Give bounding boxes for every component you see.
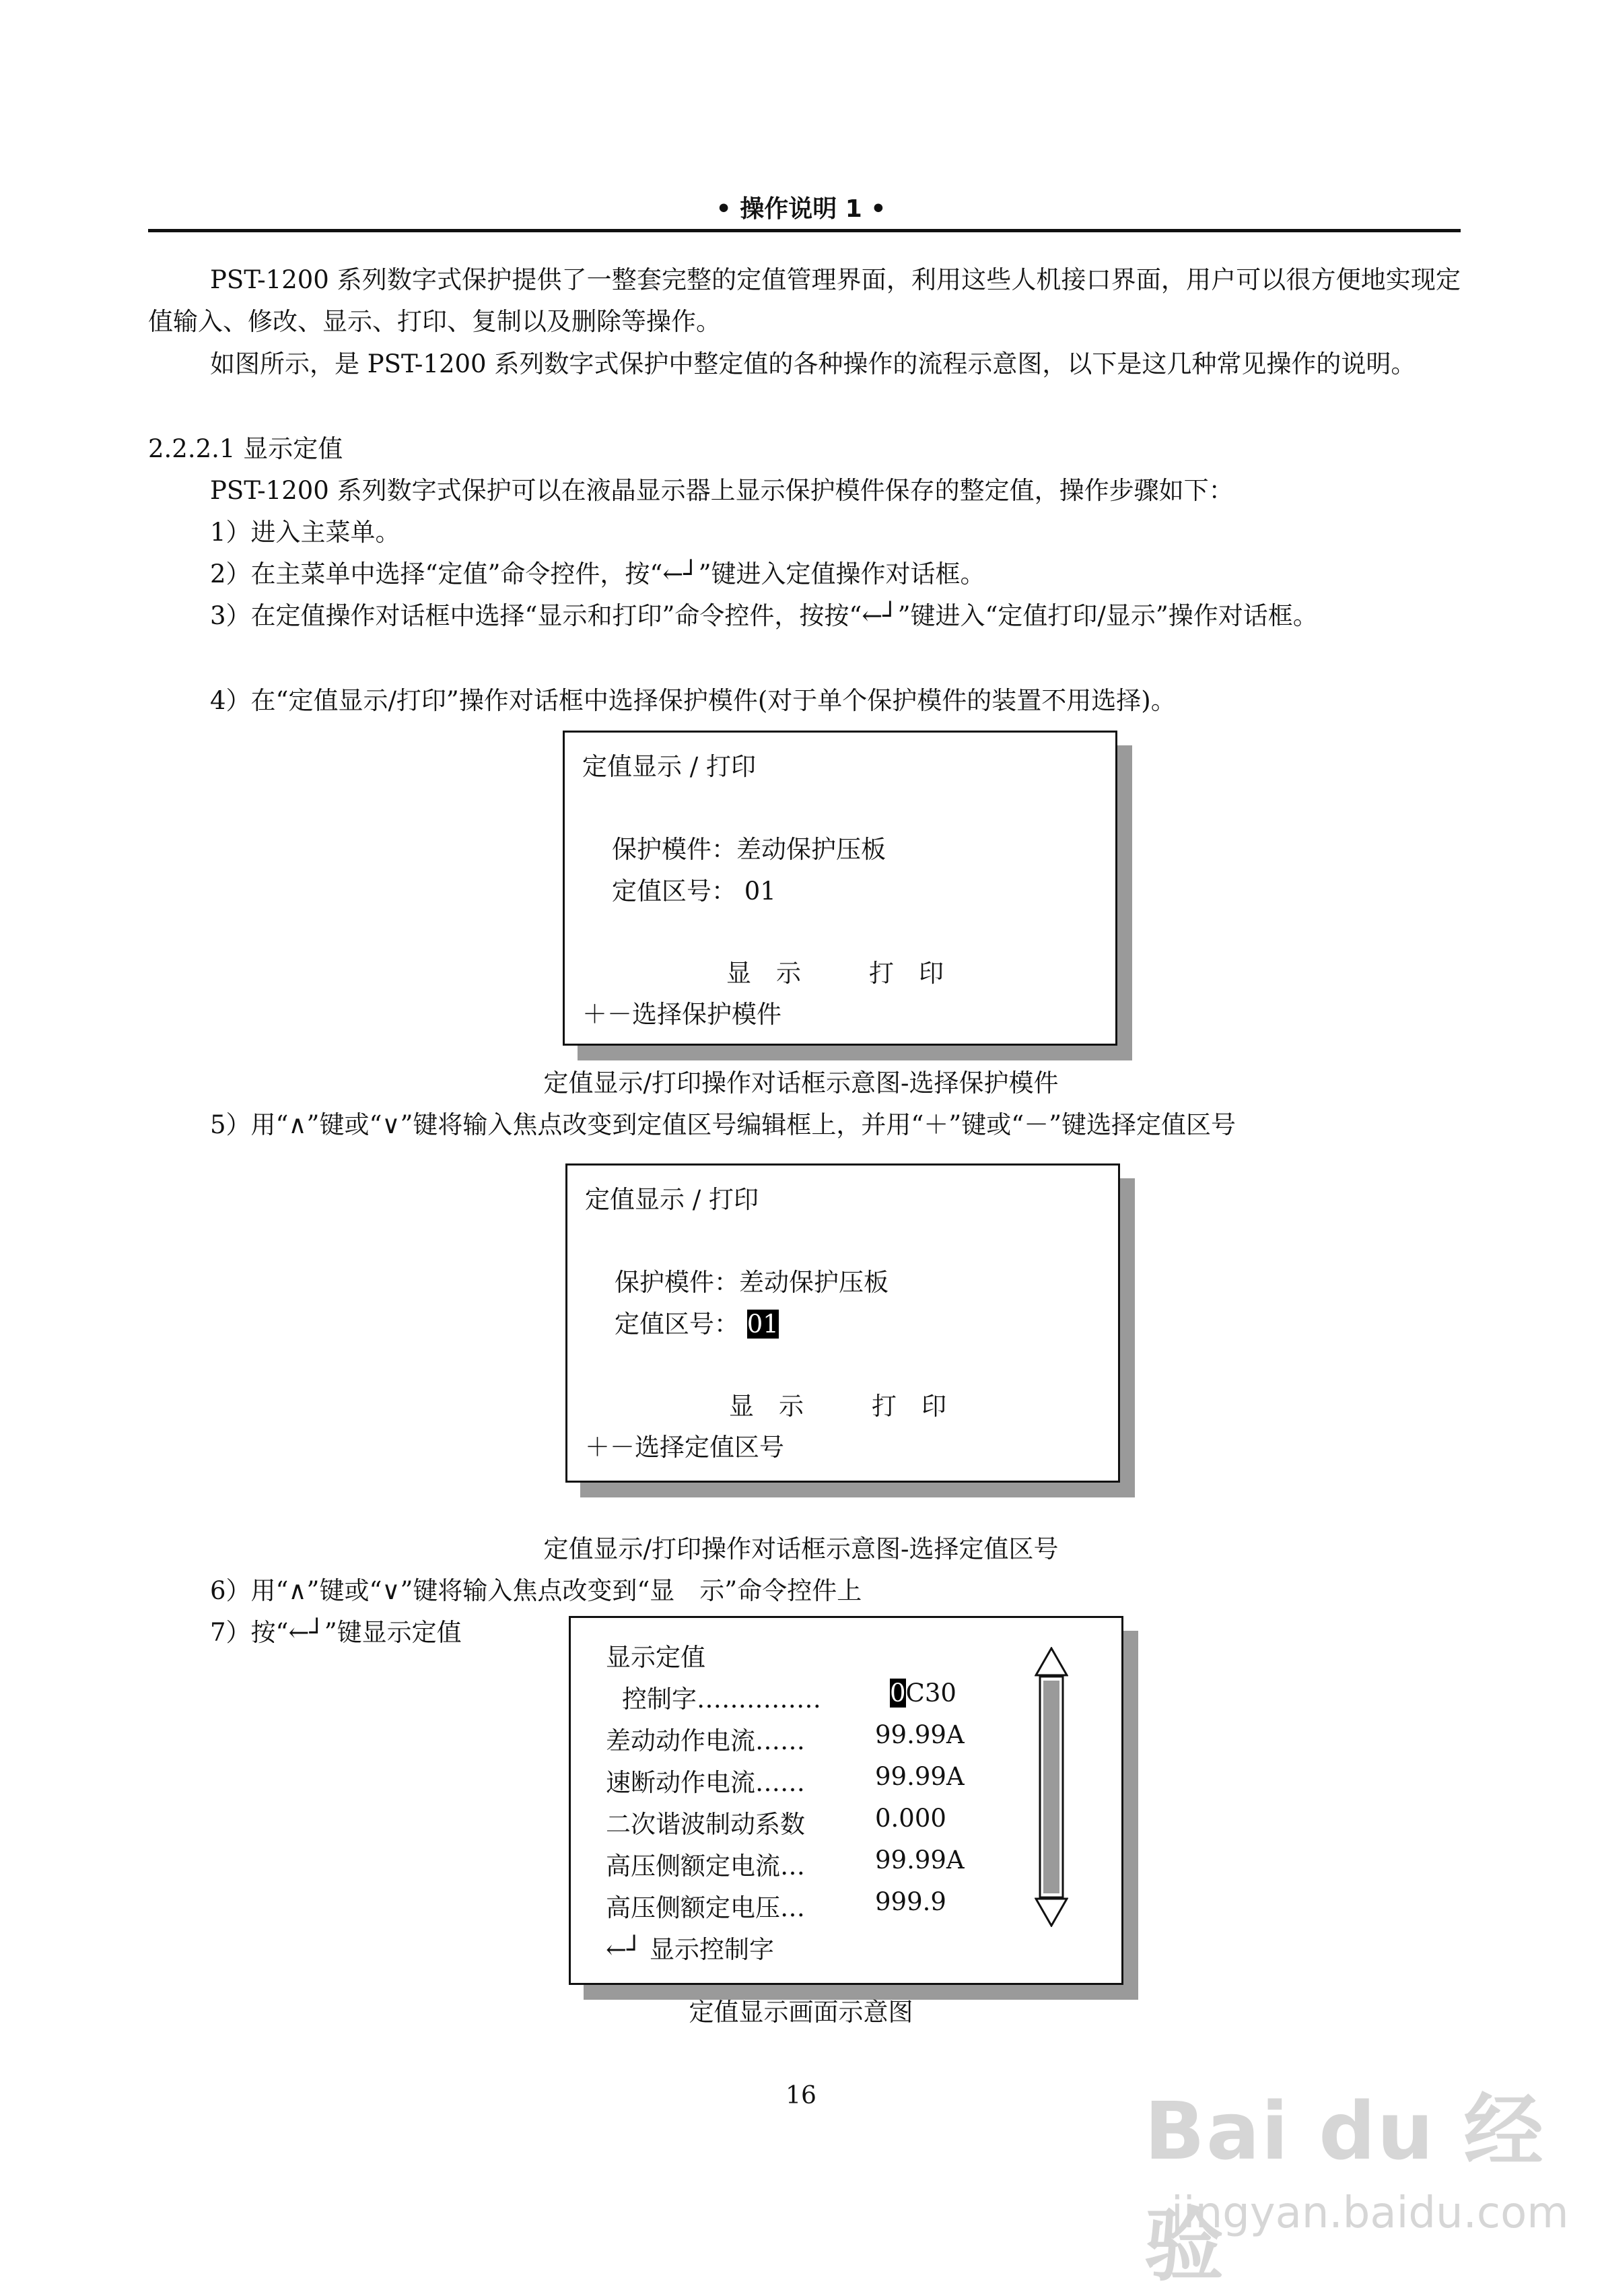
cursor-char: 0 — [890, 1679, 906, 1708]
setting-label: 高压侧额定电流… — [606, 1852, 805, 1881]
setting-value: 99.99A — [875, 1720, 965, 1749]
zone-label: 定值区号： — [615, 1310, 739, 1339]
zone-label: 定值区号： — [612, 877, 736, 906]
step-3: 3）在定值操作对话框中选择“显示和打印”命令控件，按按“←┘”键进入“定值打印/显示”操作对话框。 — [210, 601, 1318, 630]
dialog-select-module — [563, 731, 1117, 1046]
watermark-brand: Bai du 经验 — [1144, 2085, 1545, 2292]
dialog-hint: ＋－选择保护模件 — [582, 1000, 781, 1029]
module-value: 差动保护压板 — [739, 1268, 889, 1297]
module-value: 差动保护压板 — [736, 835, 886, 864]
setting-label: 高压侧额定电压… — [606, 1893, 805, 1922]
scrollbar[interactable] — [1035, 1647, 1068, 1927]
dialog-hint: ＋－选择定值区号 — [585, 1433, 784, 1462]
zone-field[interactable] — [612, 871, 776, 907]
setting-label: 速断动作电流…… — [606, 1768, 805, 1797]
module-label: 保护模件： — [615, 1268, 739, 1297]
module-label: 保护模件： — [612, 835, 736, 864]
caption-dialog-3: 定值显示画面示意图 — [689, 1998, 913, 2027]
step-4: 4）在“定值显示/打印”操作对话框中选择保护模件(对于单个保护模件的装置不用选择)。 — [210, 686, 1176, 715]
show-button[interactable]: 显 示 — [729, 1392, 804, 1421]
scroll-up-arrow-icon — [1036, 1648, 1067, 1675]
print-button[interactable]: 打 印 — [872, 1392, 946, 1421]
watermark — [1144, 2054, 1582, 2292]
setting-label: 二次谐波制动系数 — [606, 1810, 805, 1839]
dialog-select-zone — [565, 1163, 1120, 1483]
setting-value[interactable] — [890, 1679, 956, 1708]
setting-label: 控制字…………… — [622, 1685, 821, 1714]
scroll-down-arrow-icon — [1036, 1899, 1067, 1926]
zone-field[interactable] — [615, 1304, 779, 1340]
setting-value: 99.99A — [875, 1846, 965, 1875]
section-heading: 2.2.2.1 显示定值 — [148, 434, 343, 463]
step-5: 5）用“∧”键或“∨”键将输入焦点改变到定值区号编辑框上，并用“＋”键或“－”键选择定值区号 — [210, 1110, 1237, 1139]
setting-value: 99.99A — [875, 1762, 965, 1791]
scroll-thumb — [1043, 1681, 1059, 1893]
show-button[interactable]: 显 示 — [726, 959, 801, 988]
module-field[interactable] — [612, 829, 886, 865]
step-1: 1）进入主菜单。 — [210, 518, 401, 547]
dialog-title: 定值显示 / 打印 — [582, 752, 756, 781]
step-7: 7）按“←┘”键显示定值 — [210, 1618, 462, 1647]
setting-value: 999.9 — [875, 1887, 946, 1916]
paragraph-display: PST-1200 系列数字式保护可以在液晶显示器上显示保护模件保存的整定值，操作步骤如下： — [210, 476, 1234, 505]
print-button[interactable]: 打 印 — [869, 959, 944, 988]
page-number: 16 — [786, 2082, 816, 2109]
step-6: 6）用“∧”键或“∨”键将输入焦点改变到“显 示”命令控件上 — [210, 1576, 862, 1605]
dialog-title: 显示定值 — [606, 1643, 705, 1672]
setting-label: 差动动作电流…… — [606, 1726, 805, 1755]
zone-value-highlighted[interactable]: 01 — [746, 1310, 779, 1339]
caption-dialog-1: 定值显示/打印操作对话框示意图-选择保护模件 — [543, 1069, 1059, 1098]
zone-value: 01 — [744, 877, 776, 906]
watermark-url: jingyan.baidu.com — [1171, 2188, 1569, 2238]
step-2: 2）在主菜单中选择“定值”命令控件，按“←┘”键进入定值操作对话框。 — [210, 560, 985, 588]
page-header-title: • 操作说明 1 • — [716, 195, 886, 223]
header-rule — [148, 229, 1461, 232]
paragraph-intro: PST-1200 系列数字式保护提供了一整套完整的定值管理界面，利用这些人机接口界面，用户可以很方便地实现定值输入、修改、显示、打印、复制以及删除等操作。 — [148, 265, 1461, 336]
caption-dialog-2: 定值显示/打印操作对话框示意图-选择定值区号 — [543, 1534, 1059, 1563]
value-rest: C30 — [905, 1679, 956, 1708]
dialog-hint: ←┘ 显示控制字 — [606, 1935, 775, 1964]
module-field[interactable] — [615, 1262, 889, 1298]
paragraph-flow: 如图所示，是 PST-1200 系列数字式保护中整定值的各种操作的流程示意图，以下是这几种常见操作的说明。 — [210, 349, 1416, 378]
setting-value: 0.000 — [875, 1804, 946, 1833]
dialog-title: 定值显示 / 打印 — [585, 1185, 759, 1214]
